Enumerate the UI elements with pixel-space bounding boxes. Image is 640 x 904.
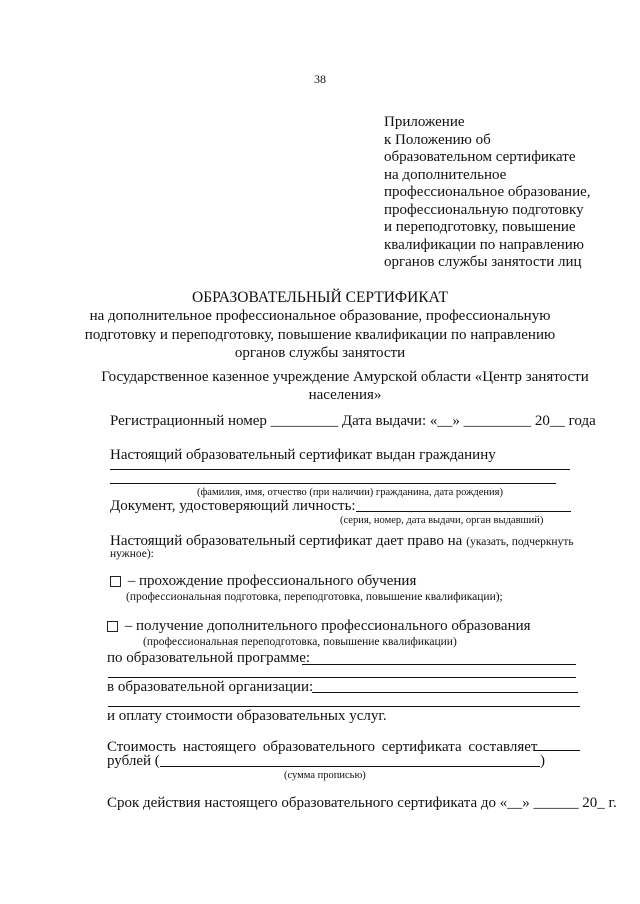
subtitle-line: на дополнительное профессиональное образование, профессиональную <box>89 308 551 324</box>
organization-line-1[interactable] <box>312 692 578 693</box>
appendix-line: образовательном сертификате <box>384 149 576 165</box>
person-caption: (фамилия, имя, отчество (при наличии) гражданина, дата рождения) <box>197 487 503 498</box>
registration-number-field[interactable]: Регистрационный номер _________ Дата выдачи: «__» _________ 20__ года <box>110 413 596 429</box>
appendix-line: к Положению об <box>384 131 491 148</box>
rights-label-main: Настоящий образовательный сертификат дает право на <box>110 533 463 549</box>
rubles-label: рублей ( <box>107 753 160 769</box>
option2-caption: (профессиональная переподготовка, повышение квалификации) <box>143 636 457 648</box>
rubles-close: ) <box>540 753 545 769</box>
person-line-2[interactable] <box>110 483 556 484</box>
program-line-1[interactable] <box>302 664 576 665</box>
appendix-line: профессиональную подготовку <box>384 201 584 218</box>
sum-in-words-line[interactable] <box>160 766 540 767</box>
certificate-subtitle <box>0 307 640 363</box>
rights-label <box>110 532 574 550</box>
appendix-line: на дополнительное <box>384 166 507 183</box>
document-label: Документ, удостоверяющий личность: <box>110 498 356 514</box>
organization-line: Государственное казенное учреждение Амурской области «Центр занятости <box>101 369 589 385</box>
sum-caption: (сумма прописью) <box>284 770 366 781</box>
rights-label-note: (указать, подчеркнуть <box>466 536 574 548</box>
appendix-line: профессиональное образование, <box>384 184 591 200</box>
appendix-line: квалификации по направлению <box>384 236 585 253</box>
program-line-2[interactable] <box>108 677 576 678</box>
subtitle-line: органов службы занятости <box>234 345 406 361</box>
program-label: по образовательной программе: <box>107 650 311 666</box>
validity-label: Срок действия настоящего образовательного сертификата до «__» ______ 20_ г. <box>107 795 617 811</box>
option-label: – прохождение профессионального обучения <box>127 573 417 589</box>
option-additional-education[interactable] <box>107 618 531 635</box>
issued-to-label: Настоящий образовательный сертификат выдан гражданину <box>110 447 496 463</box>
document-line[interactable] <box>356 511 571 512</box>
appendix-line: и переподготовку, повышение <box>384 219 576 235</box>
option-label: – получение дополнительного профессионального образования <box>124 618 531 634</box>
cost-label: Стоимость настоящего образовательного сертификата составляет <box>107 739 538 755</box>
subtitle-line: подготовку и переподготовку, повышение квалификации по направлению <box>84 326 556 343</box>
checkbox-additional-education[interactable] <box>107 621 118 632</box>
option-vocational-training[interactable] <box>110 573 416 590</box>
cost-line[interactable] <box>534 750 580 751</box>
appendix-line: органов службы занятости лиц <box>384 254 582 270</box>
organization-label: в образовательной организации: <box>107 679 314 695</box>
appendix-note <box>384 114 591 272</box>
person-line-1[interactable] <box>110 469 570 470</box>
appendix-line: Приложение <box>384 114 465 130</box>
checkbox-vocational-training[interactable] <box>110 576 121 587</box>
certificate-title: ОБРАЗОВАТЕЛЬНЫЙ СЕРТИФИКАТ <box>192 289 448 306</box>
payment-label: и оплату стоимости образовательных услуг. <box>107 708 387 724</box>
issuing-organization <box>0 368 640 404</box>
option1-caption: (профессиональная подготовка, переподготовка, повышение квалификации); <box>126 591 503 603</box>
organization-line-2[interactable] <box>108 706 580 707</box>
document-caption: (серия, номер, дата выдачи, орган выдавший) <box>340 515 544 526</box>
page-number: 38 <box>314 72 326 86</box>
organization-line: населения» <box>308 387 382 403</box>
rights-label-note-cont: нужное): <box>110 548 154 560</box>
